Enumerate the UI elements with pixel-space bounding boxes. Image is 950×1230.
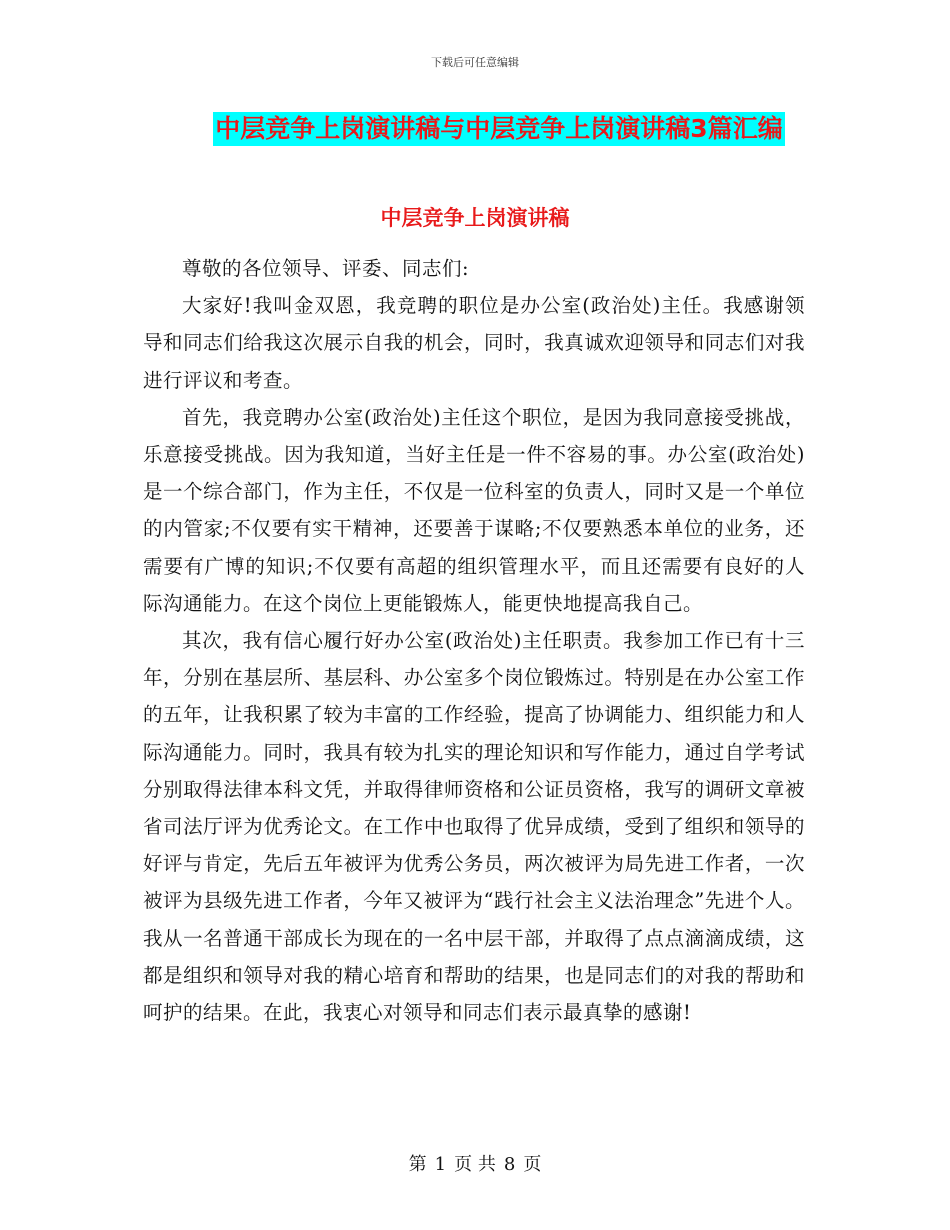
paragraph: 其次，我有信心履行好办公室(政治处)主任职责。我参加工作已有十三年，分别在基层所、基层科、办公室多个岗位锻炼过。特别是在办公室工作的五年，让我积累了较为丰富的工作经验，提高了协调能力、组织能力和人际沟通能力。同时，我具有较为扎实的理论知识和写作能力，通过自学考试分别取得法律本科文凭，并取得律师资格和公证员资格，我写的调研文章被省司法厅评为优秀论文。在工作中也取得了优异成绩，受到了组织和领导的好评与肯定，先后五年被评为优秀公务员，两次被评为局先进工作者，一次被评为县级先进工作者，今年又被评为“践行社会主义法治理念”先进个人。我从一名普通干部成长为现在的一名中层干部，并取得了点点滴滴成绩，这都是组织和领导对我的精心培育和帮助的结果，也是同志们的对我的帮助和呵护的结果。在此，我衷心对领导和同志们表示最真挚的感谢! — [143, 629, 805, 1025]
header-note: 下载后可任意编辑 — [431, 56, 519, 69]
footer-suffix: 页 — [523, 1154, 542, 1175]
footer-page-number: 1 — [434, 1154, 447, 1175]
footer-total-pages: 8 — [503, 1154, 516, 1175]
paragraph-salutation: 尊敬的各位领导、评委、同志们: — [182, 257, 470, 280]
paragraph: 首先，我竞聘办公室(政治处)主任这个职位，是因为我同意接受挑战，乐意接受挑战。因为我知道，当好主任是一件不容易的事。办公室(政治处)是一个综合部门，作为主任，不仅是一位科室的负责人，同时又是一个单位的内管家;不仅要有实干精神，还要善于谋略;不仅要熟悉本单位的业务，还需要有广博的知识;不仅要有高超的组织管理水平，而且还需要有良好的人际沟通能力。在这个岗位上更能锻炼人，能更快地提高我自己。 — [143, 405, 805, 615]
document-title-wrap — [0, 112, 950, 146]
page-footer — [0, 1150, 950, 1176]
footer-middle: 页 共 — [454, 1154, 496, 1175]
paragraph: 大家好!我叫金双恩，我竞聘的职位是办公室(政治处)主任。我感谢领导和同志们给我这次展示自我的机会，同时，我真诚欢迎领导和同志们对我进行评议和考查。 — [143, 294, 805, 392]
document-title: 中层竞争上岗演讲稿与中层竞争上岗演讲稿3篇汇编 — [213, 112, 784, 146]
body-text — [143, 250, 805, 1031]
footer-prefix: 第 — [408, 1154, 427, 1175]
section-title: 中层竞争上岗演讲稿 — [380, 206, 570, 230]
